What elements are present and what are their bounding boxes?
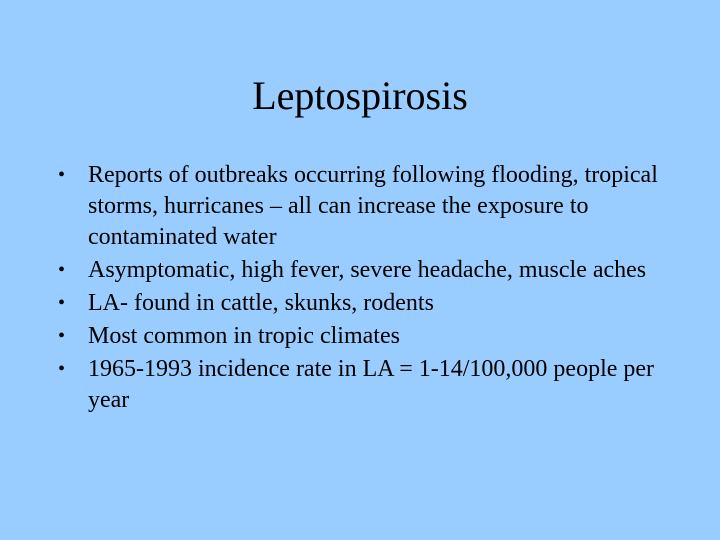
bullet-list xyxy=(58,160,688,418)
bullet-icon: • xyxy=(58,325,66,347)
bullet-icon: • xyxy=(58,292,66,314)
bullet-item xyxy=(58,255,688,286)
bullet-icon: • xyxy=(58,164,66,186)
bullet-text: Most common in tropic climates xyxy=(88,323,400,349)
bullet-text: Reports of outbreaks occurring following flooding, tropical storms, hurricanes – all can increase the exposure to contaminated water xyxy=(88,162,658,250)
bullet-item xyxy=(58,160,688,253)
bullet-item xyxy=(58,288,688,319)
bullet-item xyxy=(58,321,688,352)
bullet-text: 1965-1993 incidence rate in LA = 1-14/100,000 people per year xyxy=(88,356,655,413)
slide-title: Leptospirosis xyxy=(252,73,468,118)
bullet-icon: • xyxy=(58,259,66,281)
bullet-text: Asymptomatic, high fever, severe headache, muscle aches xyxy=(88,257,647,283)
bullet-text: LA- found in cattle, skunks, rodents xyxy=(88,290,434,316)
bullet-icon: • xyxy=(58,358,66,380)
bullet-item xyxy=(58,354,688,416)
